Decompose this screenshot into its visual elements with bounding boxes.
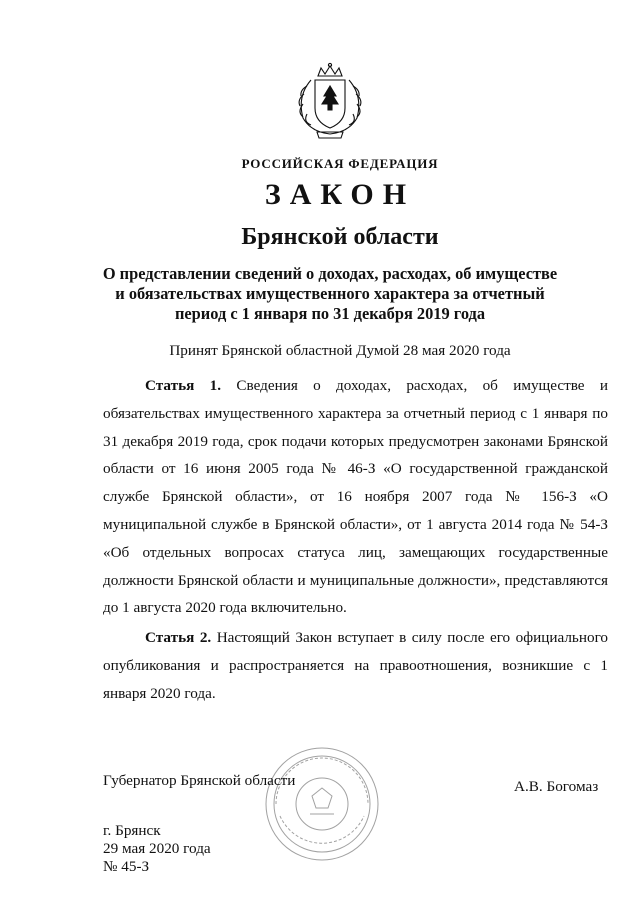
signatory-name: А.В. Богомаз	[514, 778, 599, 795]
official-seal-icon	[262, 744, 382, 864]
article-1	[103, 372, 608, 622]
article-2-text: Настоящий Закон вступает в силу после его официального опубликования и распространяется на правоотношения, возникшие с 1 января 2020 года.	[103, 629, 609, 702]
signing-date: 29 мая 2020 года	[103, 840, 211, 857]
article-2	[103, 624, 608, 707]
place-of-signing: г. Брянск	[103, 822, 161, 839]
bryansk-coat-of-arms-icon	[285, 62, 375, 140]
law-number: № 45-З	[103, 858, 150, 875]
article-2-label: Статья 2.	[145, 629, 212, 646]
law-subject: О представлении сведений о доходах, расходах, об имуществе и обязательствах имущественного характера за отчетный период с 1 января по 31 декабря 2019 года	[102, 264, 558, 323]
region-heading: Брянской области	[241, 224, 439, 250]
country-heading: РОССИЙСКАЯ ФЕДЕРАЦИЯ	[241, 156, 439, 171]
article-1-label: Статья 1.	[145, 377, 222, 394]
signatory-title: Губернатор Брянской области	[103, 772, 296, 789]
law-title: ЗАКОН	[264, 178, 416, 211]
adoption-line: Принят Брянской областной Думой 28 мая 2020 года	[169, 342, 511, 359]
article-1-text: Сведения о доходах, расходах, об имуществе и обязательствах имущественного характера за отчетный период с 1 января по 31 декабря 2019 года, срок подачи которых предусмотрен законами Брянской области от 16 июня 2005 года № 46-З «О государственной гражданской службе Брянской области», от 16 ноября 2007 года № 156-З «О муниципальной службе в Брянской области», от 1 августа 2014 года № 54-З «Об отдельных вопросах статуса лиц, замещающих государственные должности Брянской области и муниципальные должности», представляются до 1 августа 2020 года включительно.	[103, 377, 608, 617]
